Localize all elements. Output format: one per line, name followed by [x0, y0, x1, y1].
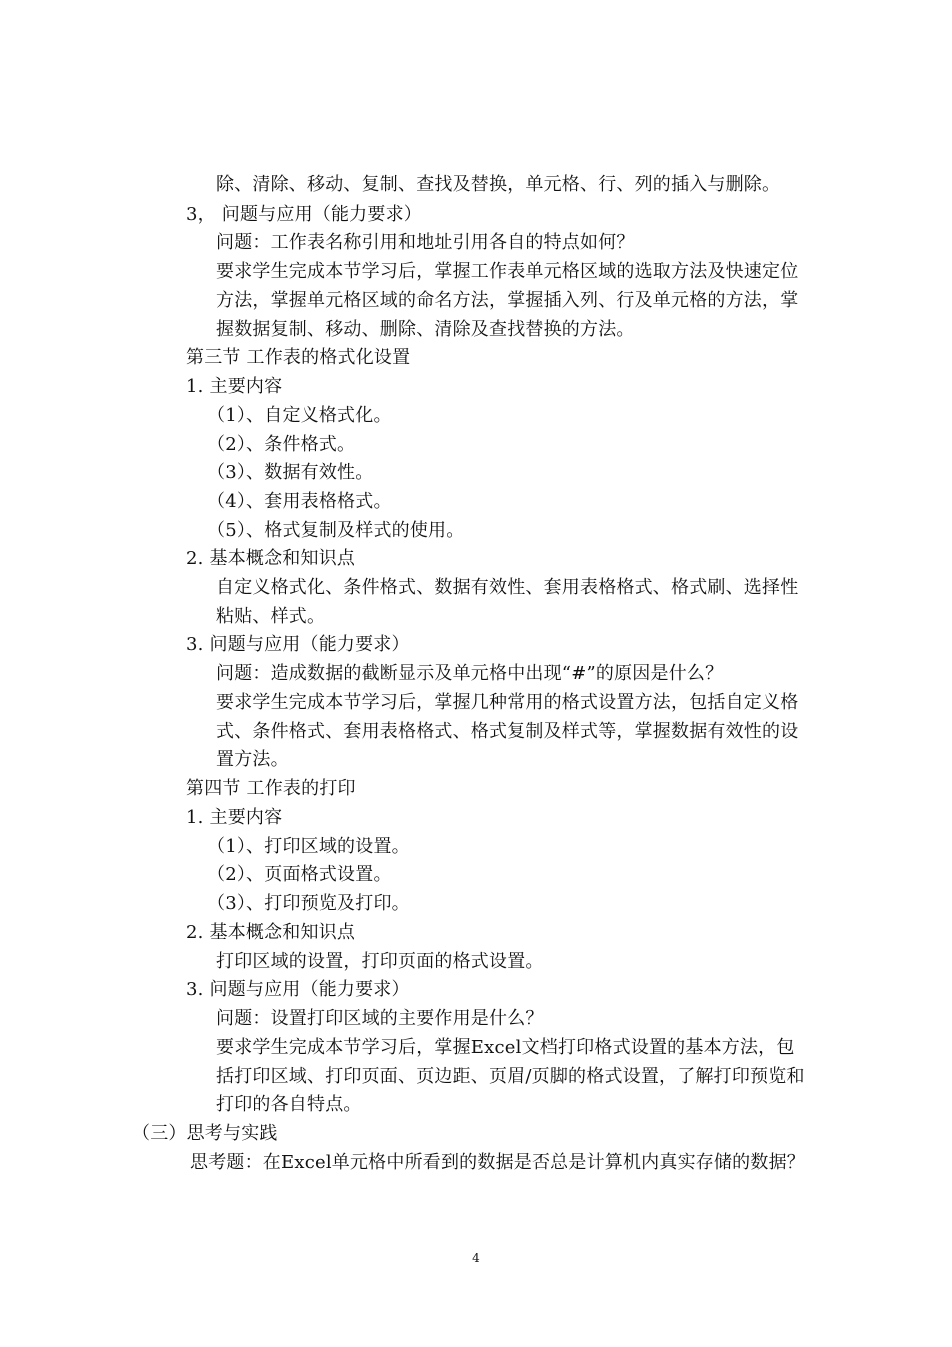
- chapter-part-heading: （三）思考与实践: [132, 1123, 278, 1144]
- text-line: 要求学生完成本节学习后，掌握Excel文档打印格式设置的基本方法，包: [216, 1037, 795, 1058]
- text-line: 置方法。: [216, 749, 289, 770]
- list-item: （1）、自定义格式化。: [207, 405, 392, 426]
- list-item: （3）、数据有效性。: [207, 462, 374, 483]
- text-line: 括打印区域、打印页面、页边距、页眉/页脚的格式设置，了解打印预览和: [216, 1066, 805, 1087]
- text-line: 要求学生完成本节学习后，掌握工作表单元格区域的选取方法及快速定位: [216, 261, 799, 282]
- subsection-heading: 2. 基本概念和知识点: [186, 922, 356, 943]
- list-item: （4）、套用表格格式。: [207, 491, 392, 512]
- text-line: 思考题：在Excel单元格中所看到的数据是否总是计算机内真实存储的数据？: [190, 1152, 805, 1173]
- section-heading: 第四节 工作表的打印: [186, 778, 356, 799]
- subsection-heading: 1. 主要内容: [186, 376, 283, 397]
- list-item: （2）、页面格式设置。: [207, 864, 392, 885]
- text-line: 式、条件格式、套用表格格式、格式复制及样式等，掌握数据有效性的设: [216, 721, 799, 742]
- list-item: （5）、格式复制及样式的使用。: [207, 520, 465, 541]
- text-line: 问题：工作表名称引用和地址引用各自的特点如何？: [216, 232, 635, 253]
- text-line: 除、清除、移动、复制、查找及替换，单元格、行、列的插入与删除。: [216, 174, 781, 195]
- subsection-heading: 2. 基本概念和知识点: [186, 548, 356, 569]
- subsection-heading: 1. 主要内容: [186, 807, 283, 828]
- subsection-heading: 3， 问题与应用（能力要求）: [186, 204, 422, 225]
- list-item: （3）、打印预览及打印。: [207, 893, 410, 914]
- text-line: 粘贴、样式。: [216, 606, 326, 627]
- text-line: 打印区域的设置，打印页面的格式设置。: [216, 951, 544, 972]
- text-line: 自定义格式化、条件格式、数据有效性、套用表格格式、格式刷、选择性: [216, 577, 799, 598]
- text-line: 打印的各自特点。: [216, 1094, 362, 1115]
- subsection-heading: 3. 问题与应用（能力要求）: [186, 979, 410, 1000]
- text-line: 方法，掌握单元格区域的命名方法，掌握插入列、行及单元格的方法，掌: [216, 290, 799, 311]
- list-item: （2）、条件格式。: [207, 434, 356, 455]
- text-line: 问题：设置打印区域的主要作用是什么？: [216, 1008, 544, 1029]
- page-number: 4: [472, 1251, 480, 1265]
- text-line: 握数据复制、移动、删除、清除及查找替换的方法。: [216, 319, 635, 340]
- text-line: 要求学生完成本节学习后，掌握几种常用的格式设置方法，包括自定义格: [216, 692, 799, 713]
- text-line: 问题：造成数据的截断显示及单元格中出现“#”的原因是什么？: [216, 663, 724, 684]
- list-item: （1）、打印区域的设置。: [207, 836, 410, 857]
- subsection-heading: 3. 问题与应用（能力要求）: [186, 634, 410, 655]
- section-heading: 第三节 工作表的格式化设置: [186, 347, 411, 368]
